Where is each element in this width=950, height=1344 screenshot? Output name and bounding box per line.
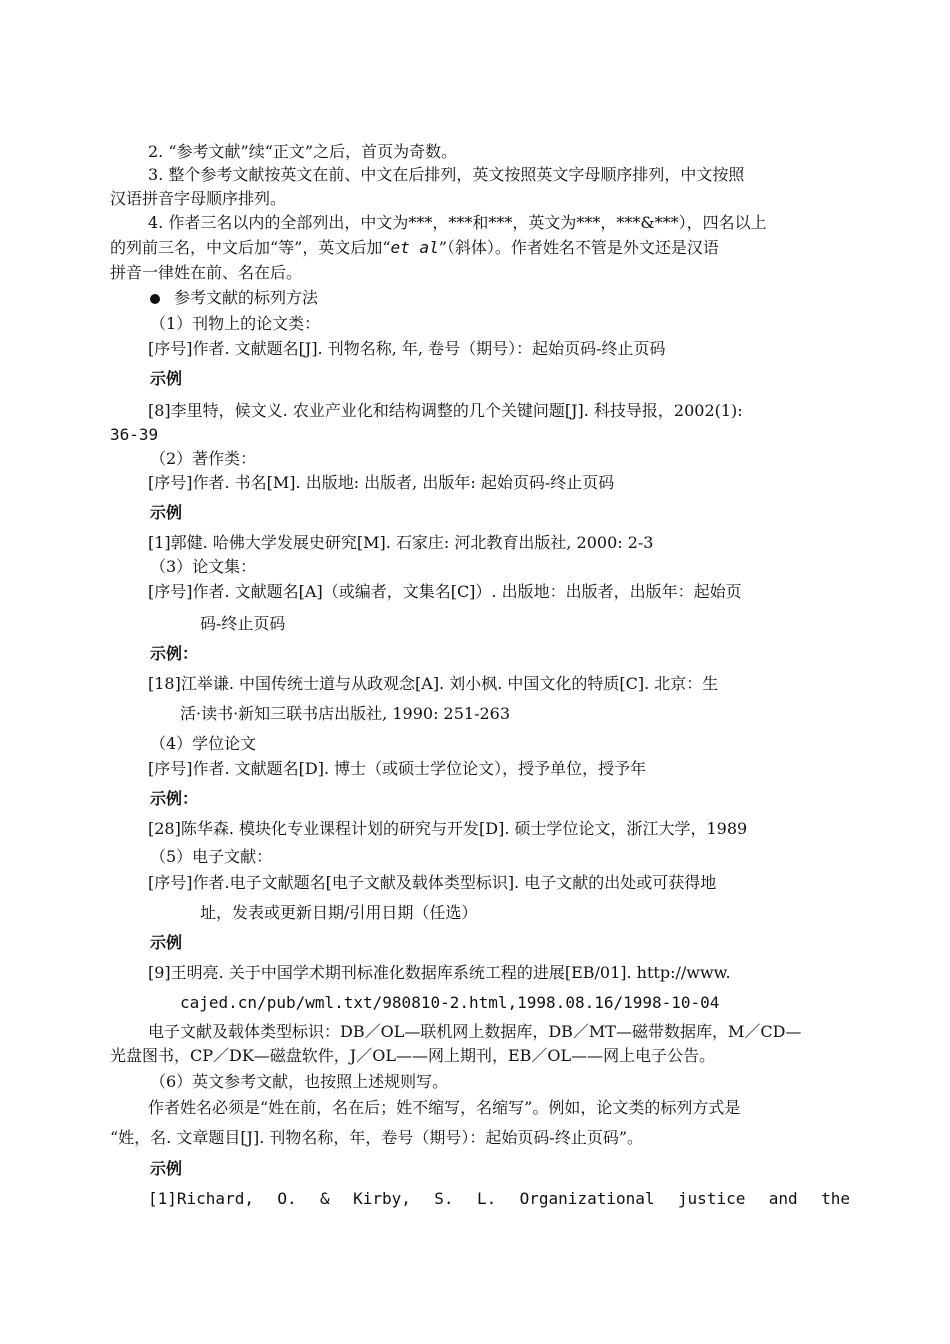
electronic-example-line-1: [9]王明亮. 关于中国学术期刊标准化数据库系统工程的进展[EB/01]. http://www. [148,963,731,982]
rule-4-line-2 [110,237,719,259]
electronic-format-line-2: 址，发表或更新日期/引用日期（任选） [200,903,478,922]
english-rule-line-2: “姓，名. 文章题目[J]. 刊物名称，年，卷号（期号）：起始页码-终止页码”。 [110,1128,644,1147]
thesis-example: [28]陈华森. 模块化专业课程计划的研究与开发[D]. 硕士学位论文，浙江大学，1989 [148,819,748,838]
bullet-icon [150,294,160,304]
electronic-format-line-1: [序号]作者.电子文献题名[电子文献及载体类型标识]. 电子文献的出处或可获得地 [148,873,717,892]
english-example-word: [1]Richard, [148,1189,254,1208]
journal-example-label: 示例 [150,369,183,388]
english-example-label: 示例 [150,1159,183,1178]
rule-4-text-b: ”（斜体）。作者姓名不管是外文还是汉语 [438,238,719,257]
english-example-word: O. [277,1189,297,1208]
thesis-label: （4）学位论文 [150,734,257,753]
rule-3-line-2: 汉语拼音字母顺序排列。 [110,189,287,208]
english-example-word: and [768,1189,798,1208]
proceedings-label: （3）论文集： [150,557,257,576]
english-example-word: the [821,1189,850,1208]
section-heading-text: 参考文献的标列方法 [174,288,319,307]
book-example-label: 示例 [150,503,183,522]
rule-3-line-1: 3. 整个参考文献按英文在前、中文在后排列，英文按照英文字母顺序排列，中文按照 [148,165,745,184]
book-format: [序号]作者. 书名[M]. 出版地: 出版者, 出版年: 起始页码-终止页码 [148,473,615,492]
electronic-types-line-1: 电子文献及载体类型标识：DB／OL—联机网上数据库，DB／MT—磁带数据库，M／CD— [148,1022,802,1041]
book-label: （2）著作类： [150,449,257,468]
english-label: （6）英文参考文献，也按照上述规则写。 [150,1072,449,1091]
electronic-example-label: 示例 [150,933,183,952]
rule-2: 2. “参考文献”续“正文”之后，首页为奇数。 [148,142,458,161]
section-heading [150,287,318,309]
english-example-word: justice [677,1189,746,1208]
electronic-types-line-2: 光盘图书，CP／DK—磁盘软件，J／OL——网上期刊，EB／OL——网上电子公告。 [110,1046,716,1065]
electronic-example-line-2: cajed.cn/pub/wml.txt/980810-2.html,1998.08.16/1998-10-04 [180,993,720,1012]
proceedings-example-line-1: [18]江举谦. 中国传统士道与从政观念[A]. 刘小枫. 中国文化的特质[C]. 北京：生 [148,674,719,693]
english-rule-line-1: 作者姓名必须是“姓在前，名在后；姓不缩写，名缩写”。例如，论文类的标列方式是 [148,1098,741,1117]
english-example-word: L. [476,1189,497,1208]
journal-format: [序号]作者. 文献题名[J]. 刊物名称, 年, 卷号（期号）：起始页码-终止页码 [148,339,666,358]
proceedings-format-line-2: 码-终止页码 [200,614,286,633]
journal-example-line-2: 36-39 [110,425,159,444]
proceedings-format-line-1: [序号]作者. 文献题名[A]（或编者，文集名[C]）. 出版地：出版者，出版年：起始页 [148,582,742,601]
journal-label: （1）刊物上的论文类： [150,314,321,333]
english-example-word: S. [434,1189,454,1208]
english-example-word: Kirby, [353,1189,411,1208]
english-example-word: Organizational [519,1189,655,1208]
thesis-format: [序号]作者. 文献题名[D]. 博士（或硕士学位论文），授予单位，授予年 [148,759,647,778]
rule-4-line-1: 4. 作者三名以内的全部列出，中文为***，***和***，英文为***，***&***），四名以上 [148,213,767,232]
proceedings-example-line-2: 活·读书·新知三联书店出版社, 1990: 251-263 [180,704,511,723]
english-example-word: & [320,1189,330,1208]
rule-4-text-a: 的列前三名，中文后加“等”，英文后加“ [110,238,391,257]
et-al-italic: et al [390,238,439,257]
proceedings-example-label: 示例： [150,644,199,663]
book-example: [1]郭健. 哈佛大学发展史研究[M]. 石家庄: 河北教育出版社, 2000: 2-3 [148,533,654,552]
english-example [148,1188,850,1210]
thesis-example-label: 示例： [150,789,199,808]
journal-example-line-1: [8]李里特，候文义. 农业产业化和结构调整的几个关键问题[J]. 科技导报，2002(1): [148,401,743,420]
electronic-label: （5）电子文献： [150,847,273,866]
rule-4-line-3: 拼音一律姓在前、名在后。 [110,263,303,282]
